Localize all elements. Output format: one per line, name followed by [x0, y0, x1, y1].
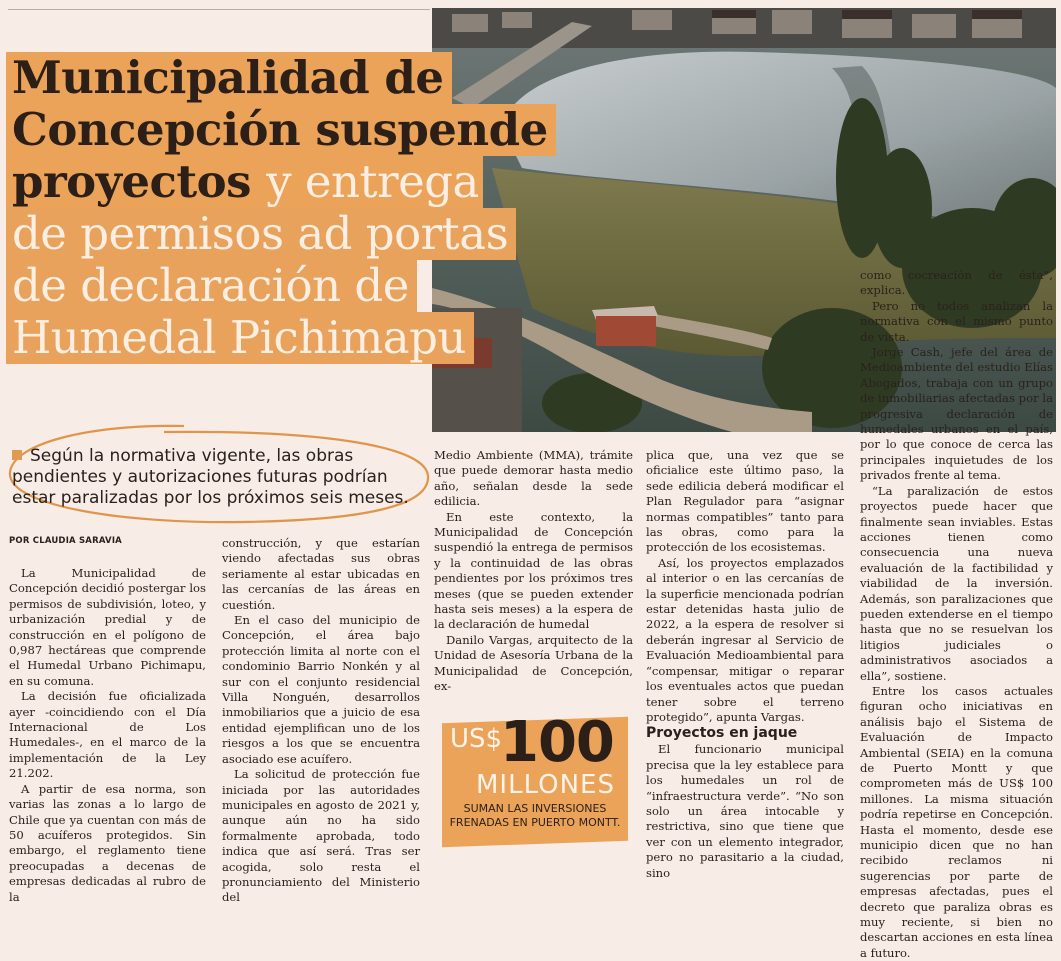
paragraph: La decisión fue oficializada ayer -coincidiendo con el Día Internacional de Los Humedales-, en el marco de la implementación de la Ley 21.202. [9, 689, 206, 781]
paragraph: Jorge Cash, jefe del área de Medioambiente del estudio Elías Abogados, trabaja con un grupo de inmobiliarias afectadas por la progresiva declaración de humedales urbanos en el país, por lo que conoce de cerca las principales inquietudes de los privados frente al tema. [860, 345, 1053, 483]
paragraph: A partir de esa norma, son varias las zonas a lo largo de Chile que ya cuentan con más de 50 acuíferos protegidos. Sin embargo, el reglamento tiene preocupadas a decenas de empresas dedicadas al rubro de la [9, 781, 206, 904]
paragraph: construcción, y que estarían viendo afectadas sus obras seriamente al estar ubicadas en las cercanías de las áreas en cuestión. [222, 536, 420, 612]
column-3 [434, 448, 633, 695]
infobox-caption: SUMAN LAS INVERSIONES FRENADAS EN PUERTO MONTT. [449, 802, 621, 829]
subheading: Proyectos en jaque [646, 725, 798, 742]
headline-line-2: Concepción suspende [6, 104, 556, 156]
headline-line-1: Municipalidad de [6, 52, 452, 104]
headline-line-6: Humedal Pichimapu [6, 312, 474, 364]
lead-paragraph [12, 446, 417, 509]
headline [6, 52, 626, 364]
headline-line-3 [6, 156, 483, 208]
paragraph: Danilo Vargas, arquitecto de la Unidad de Asesoría Urbana de la Municipalidad de Concepción, ex- [434, 632, 633, 694]
infobox-unit: MILLONES [476, 770, 615, 800]
top-rule [8, 9, 430, 10]
investment-infobox [434, 712, 634, 850]
paragraph: Así, los proyectos emplazados al interior o en las cercanías de la superficie mencionada podrían estar detenidas hasta julio de 2022, a la espera de resolver si deberán ingresar al Servicio de Evaluación Medioambiental para “compensar, mitigar o reparar los eventuales actos que puedan tener sobre el terreno protegido”, apunta Vargas. [646, 555, 844, 724]
column-1 [9, 566, 206, 905]
headline-line-3-light: y entrega [266, 155, 479, 208]
paragraph: La Municipalidad de Concepción decidió postergar los permisos de subdivisión, loteo, y urbanización predial y de construcción en el polígono de 0,987 hectáreas que comprende el Humedal Urbano Pichimapu, en su comuna. [9, 566, 206, 688]
bullet-square-icon [12, 450, 22, 460]
infobox-amount: 100 [500, 710, 614, 775]
paragraph: plica que, una vez que se oficialice este último paso, la sede edilicia deberá modificar el Plan Regulador para “asignar normas compatibles” tanto para las obras, como para la protección de los ecosistemas. [646, 448, 844, 555]
paragraph: “La paralización de estos proyectos puede hacer que finalmente sean inviables. Estas acciones tienen como consecuencia una nueva evaluación de la factibilidad y viabilidad de la inversión. Además, son paralizaciones que pueden extenderse en el tiempo hasta que no se resuelvan los litigios judiciales o administrativos asociados a ella”, sostiene. [860, 483, 1053, 683]
headline-line-5: de declaración de [6, 260, 417, 312]
paragraph: En este contexto, la Municipalidad de Concepción suspendió la entrega de permisos y la continuidad de las obras pendientes por los próximos tres meses (que se pueden extender hasta seis meses) a la espera de la declaración de humedal [434, 509, 633, 632]
column-2 [222, 536, 420, 906]
paragraph: Entre los casos actuales figuran ocho iniciativas en análisis bajo el Sistema de Evaluación de Impacto Ambiental (SEIA) en la comuna de Puerto Montt y que comprometen más de US$ 100 millones. La misma situación podría repetirse en Concepción. Hasta el momento, desde ese municipio dicen que no han recibido reclamos ni sugerencias por parte de empresas afectadas, pues el decreto que paraliza obras es muy reciente, si bien no descartan acciones en esta línea a futuro. [860, 683, 1053, 960]
lead-text: Según la normativa vigente, las obras pendientes y autorizaciones futuras podrían estar paralizadas por los próximos seis meses. [12, 446, 409, 508]
byline: POR CLAUDIA SARAVIA [9, 536, 122, 546]
paragraph: como cocreación de ésta”, explica. [860, 268, 1053, 298]
headline-line-4: de permisos ad portas [6, 208, 516, 260]
paragraph: Medio Ambiente (MMA), trámite que puede demorar hasta medio año, señalan desde la sede edilicia. [434, 448, 633, 509]
paragraph: El funcionario municipal precisa que la ley establece para los humedales un rol de “infraestructura verde”. “No son solo un área intocable y restrictiva, sino que tiene que ver con un elemento integrador, pero no parasitario a la ciudad, sino [646, 742, 844, 880]
paragraph: Pero no todos analizan la normativa con el mismo punto de vista. [860, 298, 1053, 344]
column-4 [646, 448, 844, 881]
headline-line-3-dark: proyectos [12, 155, 252, 208]
paragraph: La solicitud de protección fue iniciada por las autoridades municipales en agosto de 2021 y, aunque aún no ha sido formalmente aprobada, todo indica que así será. Tras ser acogida, solo resta el pronunciamiento del Ministerio del [222, 767, 420, 905]
infobox-currency: US$ [450, 724, 503, 754]
paragraph: En el caso del municipio de Concepción, el área bajo protección limita al norte con el condominio Barrio Nonkén y al sur con el conjunto residencial Villa Nonguén, desarrollos inmobiliarios que a juicio de esa entidad ejemplifican uno de los riesgos a los que se encuentra asociado ese acuífero. [222, 613, 420, 766]
column-5 [860, 268, 1053, 961]
